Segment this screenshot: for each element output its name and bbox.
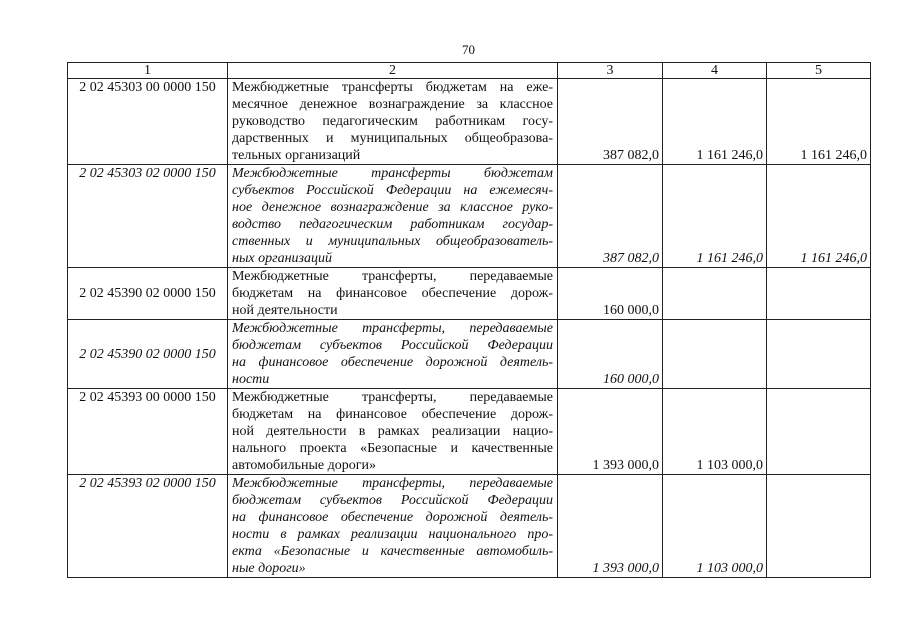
amount-col5 (767, 268, 871, 320)
header-row (68, 63, 871, 79)
table-row (68, 268, 871, 320)
description-line: на финансовое обеспечение дорожной деятель- (232, 510, 553, 525)
amount-col3: 160 000,0 (558, 268, 663, 320)
amount-col3: 387 082,0 (558, 79, 663, 165)
budget-code: 2 02 45390 02 0000 150 (68, 268, 228, 320)
description (228, 475, 558, 578)
amount-col4 (663, 268, 767, 320)
description-line: ственных и муниципальных общеобразователь- (232, 234, 553, 249)
budget-code: 2 02 45303 00 0000 150 (68, 79, 228, 165)
header-col-1: 1 (68, 63, 228, 79)
description-line: Межбюджетные трансферты, передаваемые (232, 269, 553, 284)
description (228, 389, 558, 475)
amount-col3: 387 082,0 (558, 165, 663, 268)
header-col-3: 3 (558, 63, 663, 79)
header-col-5: 5 (767, 63, 871, 79)
budget-code: 2 02 45393 00 0000 150 (68, 389, 228, 475)
description-line: Межбюджетные трансферты, передаваемые (232, 476, 553, 491)
description-line: автомобильные дороги» (232, 458, 376, 473)
description-line: Межбюджетные трансферты, передаваемые (232, 390, 553, 405)
table-row (68, 165, 871, 268)
description-line: екта «Безопасные и качественные автомобиль- (232, 544, 553, 559)
amount-col3: 1 393 000,0 (558, 475, 663, 578)
amount-col3: 1 393 000,0 (558, 389, 663, 475)
amount-col5 (767, 320, 871, 389)
description-line: бюджетам субъектов Российской Федерации (232, 493, 553, 508)
description-line: тельных организаций (232, 148, 361, 163)
budget-code: 2 02 45390 02 0000 150 (68, 320, 228, 389)
description-line: ной деятельности в рамках реализации нацио- (232, 424, 553, 439)
description (228, 165, 558, 268)
description (228, 268, 558, 320)
header-col-4: 4 (663, 63, 767, 79)
amount-col4: 1 161 246,0 (663, 79, 767, 165)
description-line: месячное денежное вознаграждение за классное (232, 97, 553, 112)
description-line: субъектов Российской Федерации на ежемесяч- (232, 183, 553, 198)
description-line: ное денежное вознаграждение за классное руко- (232, 200, 553, 215)
table-row (68, 79, 871, 165)
budget-table (67, 62, 871, 578)
amount-col5 (767, 389, 871, 475)
description-line: ности в рамках реализации национального про- (232, 527, 553, 542)
description-line: нального проекта «Безопасные и качественные (232, 441, 553, 456)
amount-col4: 1 161 246,0 (663, 165, 767, 268)
description-line: на финансовое обеспечение дорожной деятель- (232, 355, 553, 370)
description (228, 320, 558, 389)
description-line: ные дороги» (232, 561, 306, 576)
description-line: бюджетам на финансовое обеспечение дорож- (232, 286, 553, 301)
table-row (68, 389, 871, 475)
page-number: 70 (462, 42, 475, 57)
amount-col5: 1 161 246,0 (767, 165, 871, 268)
amount-col5: 1 161 246,0 (767, 79, 871, 165)
description-line: ности (232, 372, 270, 387)
amount-col4: 1 103 000,0 (663, 475, 767, 578)
amount-col3: 160 000,0 (558, 320, 663, 389)
description-line: бюджетам субъектов Российской Федерации (232, 338, 553, 353)
description (228, 79, 558, 165)
description-line: Межбюджетные трансферты, передаваемые (232, 321, 553, 336)
description-line: Межбюджетные трансферты бюджетам на еже- (232, 80, 553, 95)
table-row (68, 320, 871, 389)
table-row (68, 475, 871, 578)
description-line: бюджетам на финансовое обеспечение дорож- (232, 407, 553, 422)
amount-col5 (767, 475, 871, 578)
amount-col4: 1 103 000,0 (663, 389, 767, 475)
budget-code: 2 02 45303 02 0000 150 (68, 165, 228, 268)
description-line: ных организаций (232, 251, 333, 266)
description-line: водство педагогическим работникам государ- (232, 217, 553, 232)
description-line: руководство педагогическим работникам госу- (232, 114, 553, 129)
description-line: ной деятельности (232, 303, 338, 318)
amount-col4 (663, 320, 767, 389)
description-line: Межбюджетные трансферты бюджетам (232, 166, 553, 181)
budget-code: 2 02 45393 02 0000 150 (68, 475, 228, 578)
header-col-2: 2 (228, 63, 558, 79)
description-line: дарственных и муниципальных общеобразова- (232, 131, 553, 146)
